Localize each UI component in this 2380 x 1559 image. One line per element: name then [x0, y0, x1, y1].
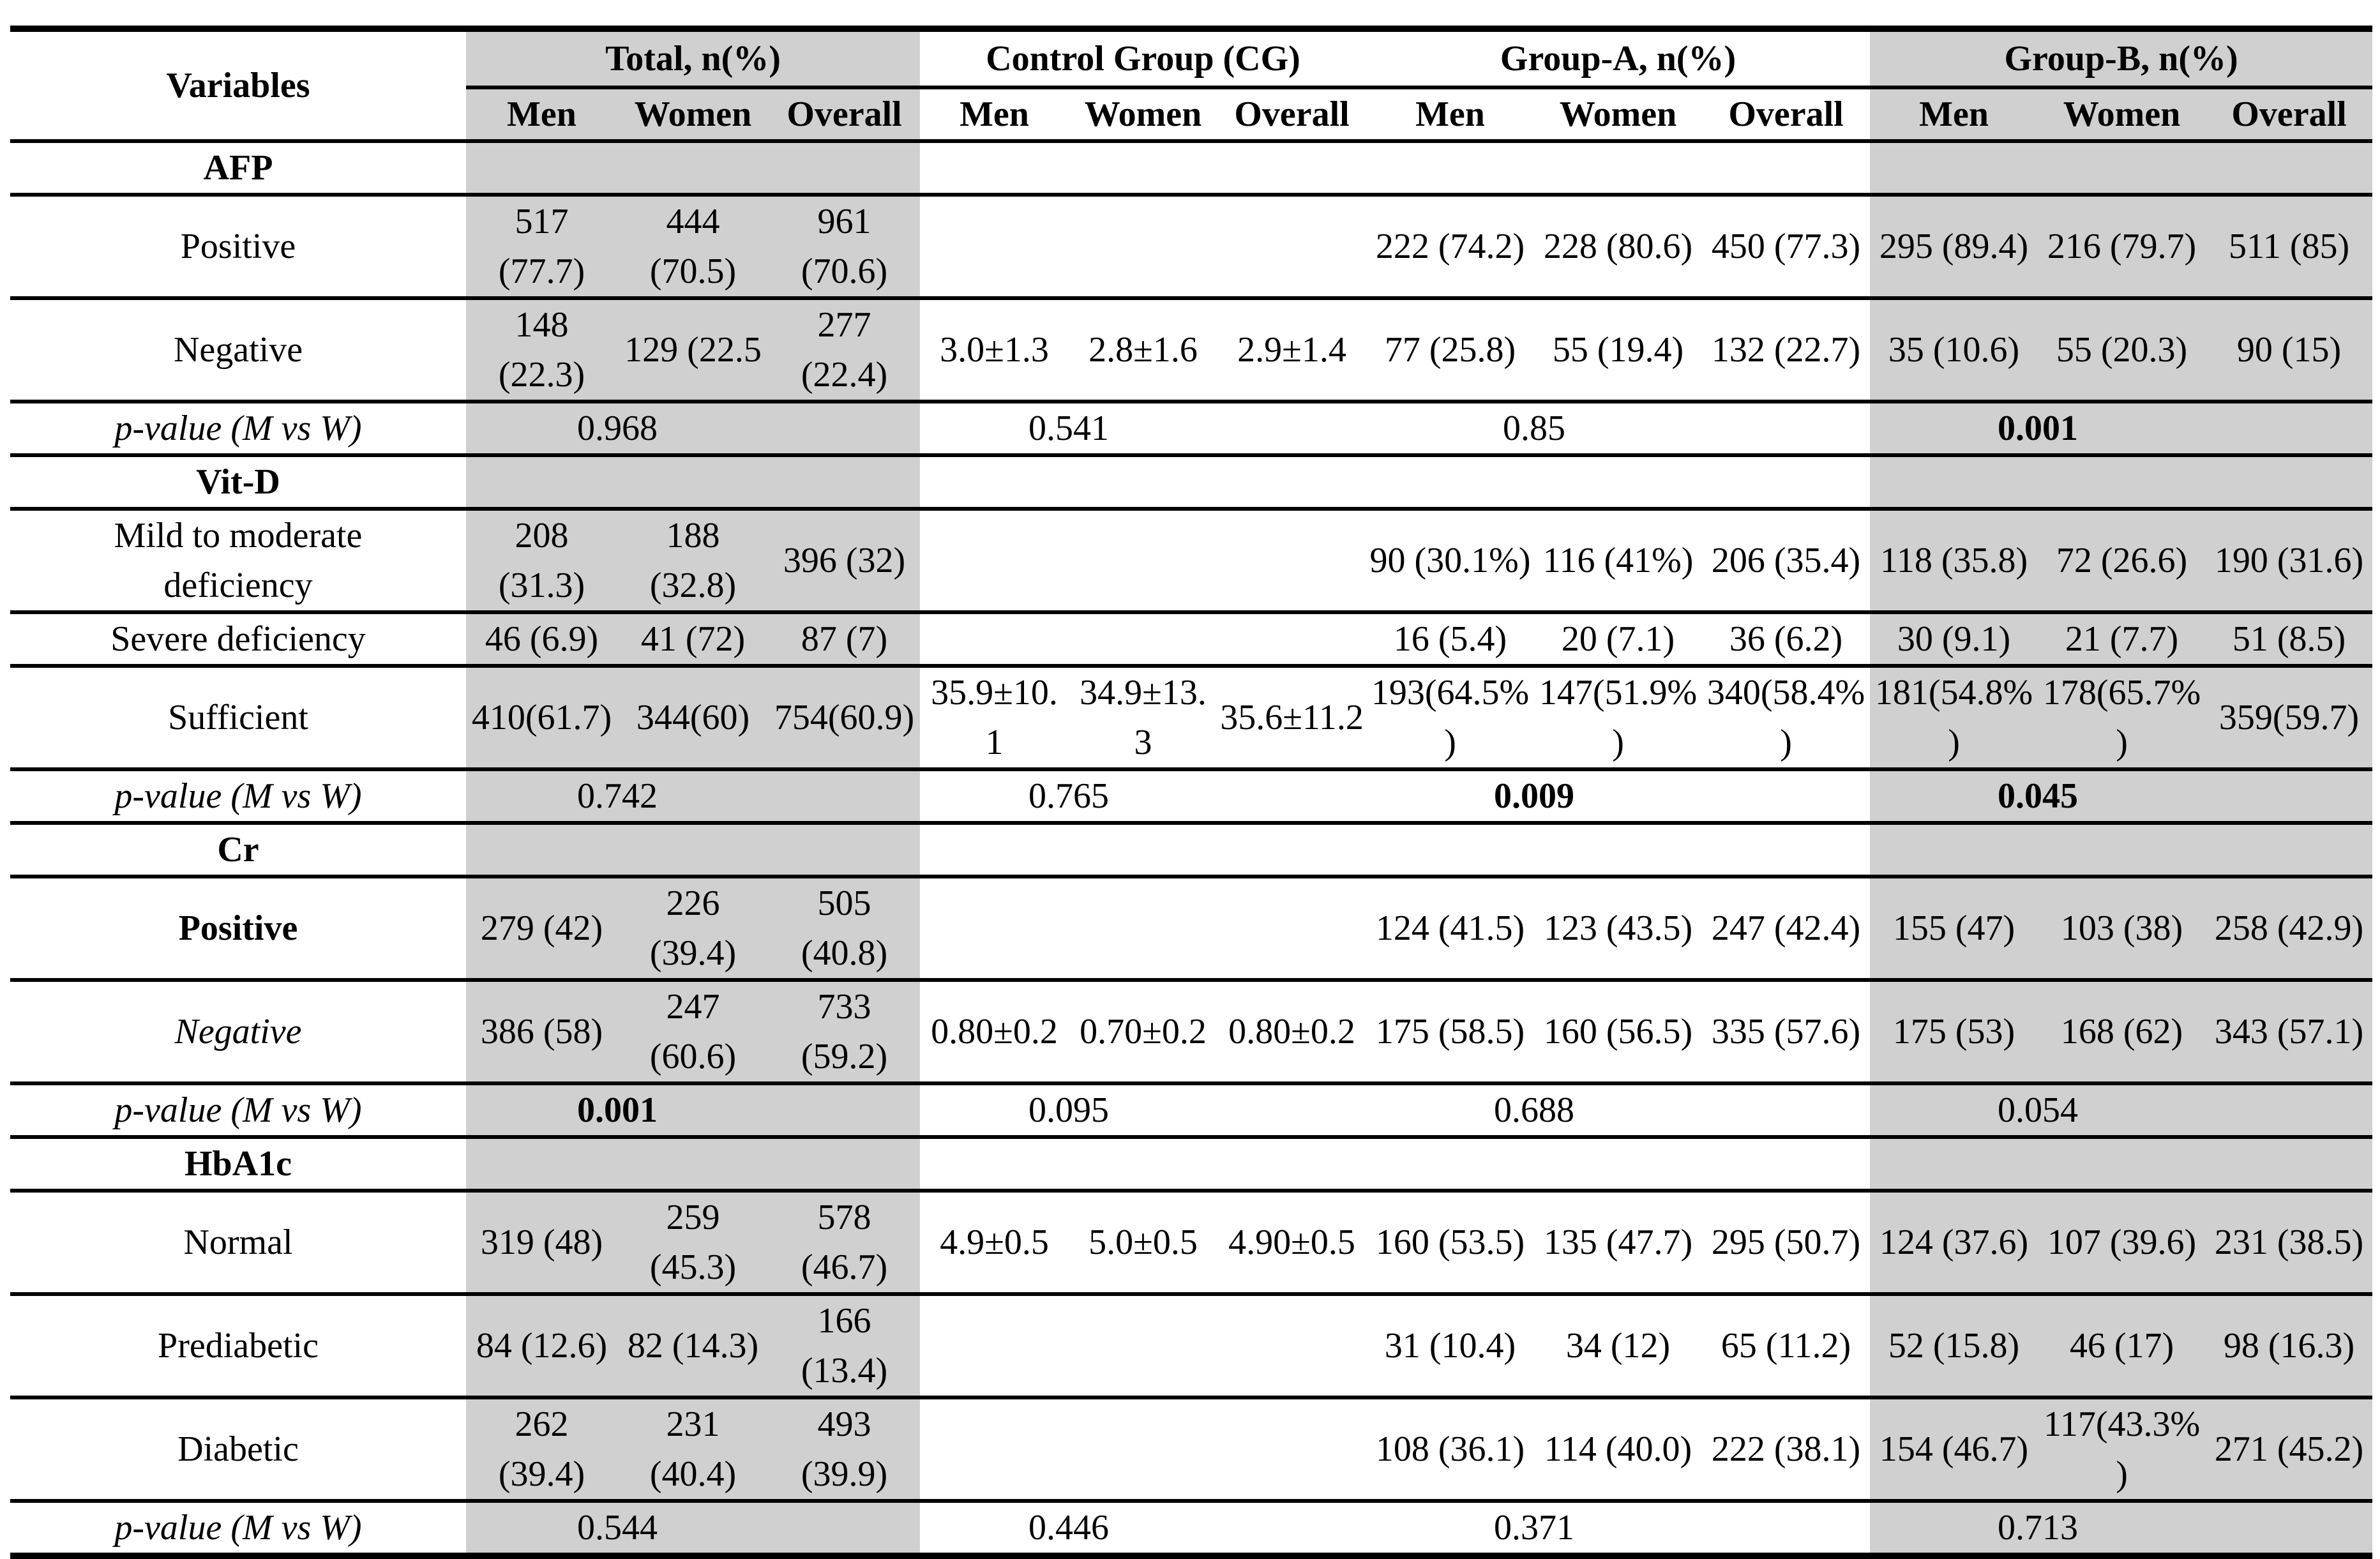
- groupA-men-cell: 77 (25.8): [1366, 298, 1534, 402]
- groupB-men-cell: 155 (47): [1870, 877, 2038, 980]
- empty-cell: [769, 402, 920, 455]
- total-men-cell: 84 (12.6): [466, 1294, 617, 1397]
- total-pvalue: 0.001: [466, 1083, 769, 1137]
- empty-cell: [769, 1137, 920, 1191]
- cg-women-cell: [1069, 509, 1217, 612]
- header-row-groups: [10, 29, 2372, 87]
- empty-cell: [1702, 1083, 1870, 1137]
- cg-men-cell: [920, 195, 1069, 298]
- total-overall-cell: 493 (39.9): [769, 1397, 920, 1501]
- section-label: AFP: [10, 141, 466, 195]
- cg-women-cell: 5.0±0.5: [1069, 1191, 1217, 1294]
- empty-cell: [2206, 823, 2372, 877]
- total-women-cell: 444 (70.5): [617, 195, 769, 298]
- groupB-women-cell: 178(65.7%): [2038, 666, 2206, 769]
- groupA-men-cell: 193(64.5%): [1366, 666, 1534, 769]
- empty-cell: [2206, 1501, 2372, 1556]
- header-group-total: Total, n(%): [466, 29, 920, 87]
- total-men-cell: 279 (42): [466, 877, 617, 980]
- total-overall-cell: 505 (40.8): [769, 877, 920, 980]
- total-overall-cell: 396 (32): [769, 509, 920, 612]
- table-row: [10, 666, 2372, 769]
- groupA-women-cell: 116 (41%): [1534, 509, 1702, 612]
- groupA-women-cell: 114 (40.0): [1534, 1397, 1702, 1501]
- total-overall-cell: 578 (46.7): [769, 1191, 920, 1294]
- empty-cell: [1702, 141, 1870, 195]
- empty-cell: [1069, 823, 1217, 877]
- groupB-men-cell: 52 (15.8): [1870, 1294, 2038, 1397]
- empty-cell: [1870, 455, 2038, 509]
- total-men-cell: 46 (6.9): [466, 612, 617, 666]
- cg-men-cell: 35.9±10.1: [920, 666, 1069, 769]
- empty-cell: [1870, 1137, 2038, 1191]
- cg-overall-cell: [1217, 877, 1366, 980]
- total-overall-cell: 754(60.9): [769, 666, 920, 769]
- empty-cell: [1217, 823, 1366, 877]
- empty-cell: [1702, 455, 1870, 509]
- total-pvalue: 0.742: [466, 769, 769, 823]
- empty-cell: [769, 141, 920, 195]
- empty-cell: [2038, 1137, 2206, 1191]
- subheader-overall: Overall: [1702, 87, 1870, 141]
- groupB-pvalue: 0.054: [1870, 1083, 2206, 1137]
- pvalue-row: [10, 1083, 2372, 1137]
- groupB-pvalue: 0.001: [1870, 402, 2206, 455]
- pvalue-label: p-value (M vs W): [10, 402, 466, 455]
- empty-cell: [1870, 823, 2038, 877]
- cg-women-cell: [1069, 1397, 1217, 1501]
- groupA-women-cell: 228 (80.6): [1534, 195, 1702, 298]
- empty-cell: [920, 141, 1069, 195]
- groupB-overall-cell: 231 (38.5): [2206, 1191, 2372, 1294]
- empty-cell: [1069, 141, 1217, 195]
- groupA-overall-cell: 36 (6.2): [1702, 612, 1870, 666]
- pvalue-row: [10, 1501, 2372, 1556]
- table-body: [10, 141, 2372, 1556]
- cg-overall-cell: 2.9±1.4: [1217, 298, 1366, 402]
- groupA-pvalue: 0.85: [1366, 402, 1702, 455]
- cg-overall-cell: 4.90±0.5: [1217, 1191, 1366, 1294]
- table-row: [10, 1191, 2372, 1294]
- groupA-overall-cell: 65 (11.2): [1702, 1294, 1870, 1397]
- total-men-cell: 517 (77.7): [466, 195, 617, 298]
- empty-cell: [2038, 823, 2206, 877]
- empty-cell: [1366, 455, 1534, 509]
- groupA-women-cell: 160 (56.5): [1534, 980, 1702, 1083]
- cg-women-cell: [1069, 877, 1217, 980]
- section-row-vit-d: [10, 455, 2372, 509]
- empty-cell: [1534, 455, 1702, 509]
- cg-overall-cell: [1217, 1294, 1366, 1397]
- header-group-b: Group-B, n(%): [1870, 29, 2372, 87]
- empty-cell: [1702, 769, 1870, 823]
- subheader-men: Men: [466, 87, 617, 141]
- total-pvalue: 0.544: [466, 1501, 769, 1556]
- empty-cell: [1702, 1501, 1870, 1556]
- cg-pvalue: 0.765: [920, 769, 1217, 823]
- subheader-women: Women: [617, 87, 769, 141]
- groupB-women-cell: 46 (17): [2038, 1294, 2206, 1397]
- total-men-cell: 319 (48): [466, 1191, 617, 1294]
- subheader-women: Women: [1534, 87, 1702, 141]
- empty-cell: [1534, 823, 1702, 877]
- groupA-men-cell: 175 (58.5): [1366, 980, 1534, 1083]
- groupB-overall-cell: 90 (15): [2206, 298, 2372, 402]
- pvalue-label: p-value (M vs W): [10, 1501, 466, 1556]
- groupA-pvalue: 0.009: [1366, 769, 1702, 823]
- cg-women-cell: [1069, 612, 1217, 666]
- table-row: [10, 877, 2372, 980]
- table-row: [10, 612, 2372, 666]
- groupB-women-cell: 55 (20.3): [2038, 298, 2206, 402]
- empty-cell: [2206, 455, 2372, 509]
- empty-cell: [617, 823, 769, 877]
- groupA-men-cell: 222 (74.2): [1366, 195, 1534, 298]
- groupA-women-cell: 20 (7.1): [1534, 612, 1702, 666]
- groupA-men-cell: 16 (5.4): [1366, 612, 1534, 666]
- groupA-men-cell: 108 (36.1): [1366, 1397, 1534, 1501]
- groupB-women-cell: 117(43.3%): [2038, 1397, 2206, 1501]
- groupB-overall-cell: 98 (16.3): [2206, 1294, 2372, 1397]
- groupB-men-cell: 35 (10.6): [1870, 298, 2038, 402]
- table-row: [10, 195, 2372, 298]
- row-label: Negative: [10, 298, 466, 402]
- empty-cell: [2206, 769, 2372, 823]
- empty-cell: [1217, 1501, 1366, 1556]
- cg-men-cell: 3.0±1.3: [920, 298, 1069, 402]
- groupB-overall-cell: 258 (42.9): [2206, 877, 2372, 980]
- total-women-cell: 226 (39.4): [617, 877, 769, 980]
- empty-cell: [769, 769, 920, 823]
- groupA-overall-cell: 206 (35.4): [1702, 509, 1870, 612]
- empty-cell: [1217, 402, 1366, 455]
- cg-pvalue: 0.446: [920, 1501, 1217, 1556]
- header-group-control: Control Group (CG): [986, 39, 1300, 79]
- empty-cell: [769, 1083, 920, 1137]
- total-men-cell: 208 (31.3): [466, 509, 617, 612]
- subheader-women: Women: [2038, 87, 2206, 141]
- empty-cell: [2038, 455, 2206, 509]
- pvalue-row: [10, 402, 2372, 455]
- total-women-cell: 41 (72): [617, 612, 769, 666]
- empty-cell: [920, 823, 1069, 877]
- groupA-overall-cell: 295 (50.7): [1702, 1191, 1870, 1294]
- total-women-cell: 188 (32.8): [617, 509, 769, 612]
- groupA-overall-cell: 335 (57.6): [1702, 980, 1870, 1083]
- total-women-cell: 129 (22.5: [617, 298, 769, 402]
- total-overall-cell: 87 (7): [769, 612, 920, 666]
- groupB-men-cell: 175 (53): [1870, 980, 2038, 1083]
- cg-pvalue: 0.095: [920, 1083, 1217, 1137]
- empty-cell: [1366, 141, 1534, 195]
- table-row: [10, 509, 2372, 612]
- empty-cell: [1534, 1137, 1702, 1191]
- groupA-pvalue: 0.371: [1366, 1501, 1702, 1556]
- empty-cell: [1069, 455, 1217, 509]
- table-row: [10, 1294, 2372, 1397]
- row-label: Positive: [10, 877, 466, 980]
- groupB-women-cell: 107 (39.6): [2038, 1191, 2206, 1294]
- empty-cell: [1366, 1137, 1534, 1191]
- empty-cell: [769, 455, 920, 509]
- section-row-hba1c: [10, 1137, 2372, 1191]
- table-row: [10, 1397, 2372, 1501]
- empty-cell: [617, 1137, 769, 1191]
- empty-cell: [1702, 402, 1870, 455]
- cg-overall-cell: [1217, 612, 1366, 666]
- empty-cell: [1702, 1137, 1870, 1191]
- groupB-men-cell: 30 (9.1): [1870, 612, 2038, 666]
- groupB-overall-cell: 51 (8.5): [2206, 612, 2372, 666]
- row-label: Sufficient: [10, 666, 466, 769]
- empty-cell: [1366, 823, 1534, 877]
- empty-cell: [1217, 455, 1366, 509]
- table-row: [10, 980, 2372, 1083]
- groupB-men-cell: 295 (89.4): [1870, 195, 2038, 298]
- section-row-afp: [10, 141, 2372, 195]
- groupA-pvalue: 0.688: [1366, 1083, 1702, 1137]
- cg-overall-cell: 35.6±11.2: [1217, 666, 1366, 769]
- groupA-women-cell: 34 (12): [1534, 1294, 1702, 1397]
- subheader-overall: Overall: [2206, 87, 2372, 141]
- cg-men-cell: [920, 509, 1069, 612]
- subheader-men: Men: [1870, 87, 2038, 141]
- empty-cell: [920, 455, 1069, 509]
- subheader-men: Men: [1366, 87, 1534, 141]
- empty-cell: [1534, 141, 1702, 195]
- empty-cell: [920, 1137, 1069, 1191]
- groupA-overall-cell: 247 (42.4): [1702, 877, 1870, 980]
- groupA-women-cell: 55 (19.4): [1534, 298, 1702, 402]
- groupA-women-cell: 147(51.9%): [1534, 666, 1702, 769]
- header-group-a: Group-A, n(%): [1500, 39, 1736, 79]
- subheader-women: Women: [1069, 87, 1217, 141]
- groupA-overall-cell: 340(58.4%): [1702, 666, 1870, 769]
- row-label: Negative: [10, 980, 466, 1083]
- row-label: Diabetic: [10, 1397, 466, 1501]
- total-overall-cell: 961 (70.6): [769, 195, 920, 298]
- empty-cell: [617, 455, 769, 509]
- groupA-women-cell: 135 (47.7): [1534, 1191, 1702, 1294]
- pvalue-row: [10, 769, 2372, 823]
- total-men-cell: 386 (58): [466, 980, 617, 1083]
- row-label: Positive: [10, 195, 466, 298]
- cg-overall-cell: 0.80±0.2: [1217, 980, 1366, 1083]
- cg-men-cell: [920, 1294, 1069, 1397]
- cg-men-cell: 0.80±0.2: [920, 980, 1069, 1083]
- row-label: Normal: [10, 1191, 466, 1294]
- empty-cell: [1069, 1137, 1217, 1191]
- groupA-men-cell: 31 (10.4): [1366, 1294, 1534, 1397]
- total-women-cell: 344(60): [617, 666, 769, 769]
- empty-cell: [466, 141, 617, 195]
- subheader-men: Men: [920, 87, 1069, 141]
- total-women-cell: 82 (14.3): [617, 1294, 769, 1397]
- groupA-men-cell: 124 (41.5): [1366, 877, 1534, 980]
- groupA-overall-cell: 132 (22.7): [1702, 298, 1870, 402]
- groupB-men-cell: 154 (46.7): [1870, 1397, 2038, 1501]
- total-pvalue: 0.968: [466, 402, 769, 455]
- groupA-overall-cell: 222 (38.1): [1702, 1397, 1870, 1501]
- cg-women-cell: [1069, 195, 1217, 298]
- cg-women-cell: 0.70±0.2: [1069, 980, 1217, 1083]
- groupB-men-cell: 118 (35.8): [1870, 509, 2038, 612]
- header-variables: Variables: [10, 29, 466, 141]
- pvalue-label: p-value (M vs W): [10, 1083, 466, 1137]
- empty-cell: [1870, 141, 2038, 195]
- groupA-men-cell: 90 (30.1%): [1366, 509, 1534, 612]
- pvalue-label: p-value (M vs W): [10, 769, 466, 823]
- empty-cell: [466, 1137, 617, 1191]
- results-table-container: [10, 26, 2372, 1559]
- empty-cell: [2206, 402, 2372, 455]
- cg-overall-cell: [1217, 1397, 1366, 1501]
- empty-cell: [769, 1501, 920, 1556]
- cg-women-cell: 2.8±1.6: [1069, 298, 1217, 402]
- groupB-men-cell: 124 (37.6): [1870, 1191, 2038, 1294]
- total-women-cell: 259 (45.3): [617, 1191, 769, 1294]
- groupA-men-cell: 160 (53.5): [1366, 1191, 1534, 1294]
- empty-cell: [617, 141, 769, 195]
- results-table: [10, 26, 2372, 1559]
- groupA-overall-cell: 450 (77.3): [1702, 195, 1870, 298]
- section-label: Vit-D: [10, 455, 466, 509]
- empty-cell: [2038, 141, 2206, 195]
- groupB-women-cell: 168 (62): [2038, 980, 2206, 1083]
- empty-cell: [769, 823, 920, 877]
- groupB-women-cell: 72 (26.6): [2038, 509, 2206, 612]
- empty-cell: [2206, 1137, 2372, 1191]
- subheader-overall: Overall: [769, 87, 920, 141]
- cg-women-cell: [1069, 1294, 1217, 1397]
- groupB-overall-cell: 343 (57.1): [2206, 980, 2372, 1083]
- groupA-women-cell: 123 (43.5): [1534, 877, 1702, 980]
- total-overall-cell: 733 (59.2): [769, 980, 920, 1083]
- subheader-overall: Overall: [1217, 87, 1366, 141]
- total-overall-cell: 166 (13.4): [769, 1294, 920, 1397]
- groupB-women-cell: 21 (7.7): [2038, 612, 2206, 666]
- row-label: Mild to moderate deficiency: [10, 509, 466, 612]
- empty-cell: [466, 823, 617, 877]
- table-row: [10, 298, 2372, 402]
- empty-cell: [2206, 1083, 2372, 1137]
- row-label: Prediabetic: [10, 1294, 466, 1397]
- cg-pvalue: 0.541: [920, 402, 1217, 455]
- empty-cell: [1217, 141, 1366, 195]
- row-label: Severe deficiency: [10, 612, 466, 666]
- empty-cell: [1702, 823, 1870, 877]
- groupB-overall-cell: 190 (31.6): [2206, 509, 2372, 612]
- total-overall-cell: 277 (22.4): [769, 298, 920, 402]
- total-men-cell: 148 (22.3): [466, 298, 617, 402]
- empty-cell: [1217, 1137, 1366, 1191]
- groupB-pvalue: 0.045: [1870, 769, 2206, 823]
- total-women-cell: 247 (60.6): [617, 980, 769, 1083]
- section-label: Cr: [10, 823, 466, 877]
- cg-overall-cell: [1217, 195, 1366, 298]
- groupB-overall-cell: 511 (85): [2206, 195, 2372, 298]
- cg-men-cell: [920, 877, 1069, 980]
- section-row-cr: [10, 823, 2372, 877]
- groupB-overall-cell: 271 (45.2): [2206, 1397, 2372, 1501]
- empty-cell: [1217, 769, 1366, 823]
- empty-cell: [466, 455, 617, 509]
- empty-cell: [2206, 141, 2372, 195]
- groupB-men-cell: 181(54.8%): [1870, 666, 2038, 769]
- section-label: HbA1c: [10, 1137, 466, 1191]
- total-women-cell: 231 (40.4): [617, 1397, 769, 1501]
- empty-cell: [1217, 1083, 1366, 1137]
- cg-men-cell: [920, 612, 1069, 666]
- groupB-overall-cell: 359(59.7): [2206, 666, 2372, 769]
- cg-women-cell: 34.9±13.3: [1069, 666, 1217, 769]
- cg-men-cell: 4.9±0.5: [920, 1191, 1069, 1294]
- cg-overall-cell: [1217, 509, 1366, 612]
- total-men-cell: 410(61.7): [466, 666, 617, 769]
- groupB-women-cell: 103 (38): [2038, 877, 2206, 980]
- groupB-women-cell: 216 (79.7): [2038, 195, 2206, 298]
- groupB-pvalue: 0.713: [1870, 1501, 2206, 1556]
- cg-men-cell: [920, 1397, 1069, 1501]
- total-men-cell: 262 (39.4): [466, 1397, 617, 1501]
